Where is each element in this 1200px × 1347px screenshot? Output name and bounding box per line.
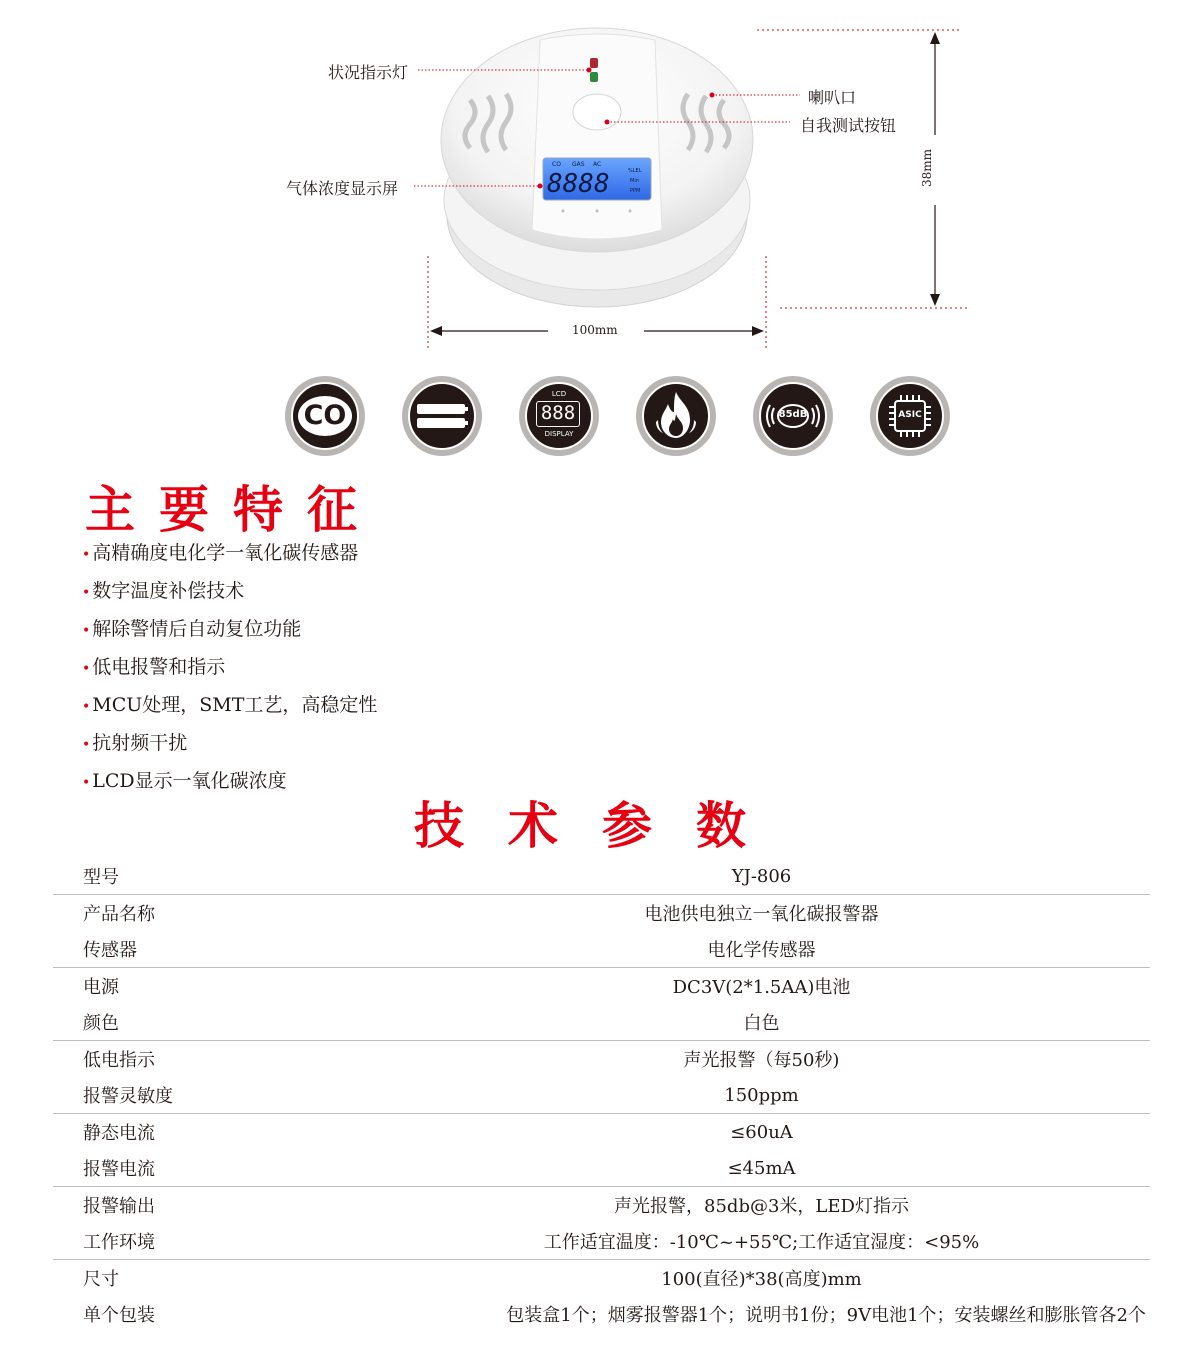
feature-item: • MCU处理，SMT工艺，高稳定性 bbox=[82, 694, 378, 716]
spec-key: 传感器 bbox=[53, 931, 383, 968]
co-detector-photo bbox=[0, 0, 1200, 360]
spec-key: 电源 bbox=[83, 977, 119, 998]
feature-text: 抗射频干扰 bbox=[92, 732, 188, 754]
gas-display-callout: 气体浓度显示屏 bbox=[286, 179, 399, 198]
table-row bbox=[53, 1223, 1150, 1260]
spec-value: 声光报警，85db@3米，LED灯指示 bbox=[614, 1196, 909, 1217]
spec-value: 声光报警（每50秒) bbox=[683, 1050, 840, 1071]
lcd-gas-label: GAS bbox=[572, 161, 585, 168]
features-list bbox=[82, 538, 377, 804]
feature-text: 高精确度电化学一氧化碳传感器 bbox=[92, 542, 359, 564]
spec-value: ≤45mA bbox=[383, 1150, 1150, 1187]
table-row bbox=[53, 1077, 1150, 1114]
lcd-min-label: Min bbox=[630, 178, 639, 184]
spec-value: 电池供电独立一氧化碳报警器 bbox=[644, 904, 879, 925]
table-row bbox=[53, 1296, 1150, 1332]
lcd-icon bbox=[519, 376, 599, 456]
table-row bbox=[53, 931, 1150, 968]
table-row bbox=[53, 1114, 1150, 1151]
feature-text: 数字温度补偿技术 bbox=[92, 580, 245, 602]
product-diagram bbox=[0, 0, 1200, 360]
feature-item: • LCD显示一氧化碳浓度 bbox=[82, 770, 287, 792]
spec-key: 报警电流 bbox=[53, 1150, 383, 1187]
sound-85db-icon bbox=[753, 376, 833, 456]
table-row bbox=[53, 895, 1150, 932]
table-row bbox=[53, 968, 1150, 1005]
feature-item: • 低电报警和指示 bbox=[82, 656, 226, 678]
spec-value: YJ-806 bbox=[383, 858, 1150, 895]
lcd-icon-top-label: LCD bbox=[551, 390, 567, 398]
specs-title: 技术参数 bbox=[414, 797, 790, 855]
width-dimension-label: 100mm bbox=[572, 323, 618, 337]
lcd-co-label: CO bbox=[552, 161, 561, 168]
table-row bbox=[53, 858, 1150, 895]
spec-value: 电化学传感器 bbox=[383, 931, 1150, 968]
specs-table bbox=[53, 858, 1150, 1332]
table-row bbox=[53, 1150, 1150, 1187]
co-icon bbox=[285, 376, 365, 456]
spec-value: DC3V(2*1.5AA)电池 bbox=[672, 977, 851, 998]
spec-value: 包装盒1个；烟雾报警器1个；说明书1份；9V电池1个；安装螺丝和膨胀管各2个 bbox=[506, 1305, 1146, 1326]
spec-value: ≤60uA bbox=[730, 1121, 793, 1143]
spec-value: 150ppm bbox=[383, 1077, 1150, 1114]
spec-value: 100(直径)*38(高度)mm bbox=[661, 1269, 862, 1290]
lcd-ppm-label: PPM bbox=[630, 188, 641, 194]
spec-key: 报警灵敏度 bbox=[53, 1077, 383, 1114]
spec-key: 报警输出 bbox=[83, 1196, 155, 1217]
speaker-callout: 喇叭口 bbox=[808, 88, 857, 107]
lcd-lel-label: %LEL bbox=[628, 168, 642, 174]
feature-item: • 解除警情后自动复位功能 bbox=[82, 618, 302, 640]
spec-value: 白色 bbox=[383, 1004, 1150, 1041]
spec-key: 型号 bbox=[53, 858, 383, 895]
table-row bbox=[53, 1187, 1150, 1224]
spec-value: 工作适宜温度：-10℃~+55℃;工作适宜湿度：<95% bbox=[383, 1223, 1150, 1260]
co-icon-label: CO bbox=[303, 400, 347, 431]
spec-key: 工作环境 bbox=[53, 1223, 383, 1260]
table-row bbox=[53, 1041, 1150, 1078]
feature-item: • 高精确度电化学一氧化碳传感器 bbox=[82, 542, 359, 564]
lcd-digits: 8888 bbox=[547, 169, 610, 199]
table-row bbox=[53, 1260, 1150, 1297]
table-row bbox=[53, 1004, 1150, 1041]
feature-item: • 抗射频干扰 bbox=[82, 732, 188, 754]
features-title: 主要特征 bbox=[85, 481, 381, 539]
spec-key: 静态电流 bbox=[83, 1123, 155, 1144]
feature-text: MCU处理，SMT工艺，高稳定性 bbox=[92, 694, 378, 716]
lcd-ac-label: AC bbox=[593, 161, 602, 168]
feature-item: • 数字温度补偿技术 bbox=[82, 580, 245, 602]
spec-key: 单个包装 bbox=[83, 1305, 155, 1326]
spec-key: 低电指示 bbox=[83, 1050, 155, 1071]
asic-icon-label: ASIC bbox=[898, 410, 922, 420]
self-test-button-callout: 自我测试按钮 bbox=[800, 116, 897, 135]
spec-key: 产品名称 bbox=[83, 904, 155, 925]
lcd-icon-bottom-label: DISPLAY bbox=[544, 430, 574, 438]
spec-key: 颜色 bbox=[53, 1004, 383, 1041]
asic-chip-icon bbox=[870, 376, 950, 456]
lcd-icon-digits: 888 bbox=[536, 401, 580, 427]
sound-icon-label: 85dB bbox=[778, 409, 808, 420]
feature-text: 解除警情后自动复位功能 bbox=[92, 618, 302, 640]
status-light-callout: 状况指示灯 bbox=[328, 63, 409, 82]
spec-key: 尺寸 bbox=[83, 1269, 119, 1290]
height-dimension-label: 38mm bbox=[920, 148, 934, 187]
feature-text: LCD显示一氧化碳浓度 bbox=[92, 770, 287, 792]
flame-icon bbox=[636, 376, 716, 456]
battery-icon bbox=[402, 376, 482, 456]
feature-text: 低电报警和指示 bbox=[92, 656, 226, 678]
